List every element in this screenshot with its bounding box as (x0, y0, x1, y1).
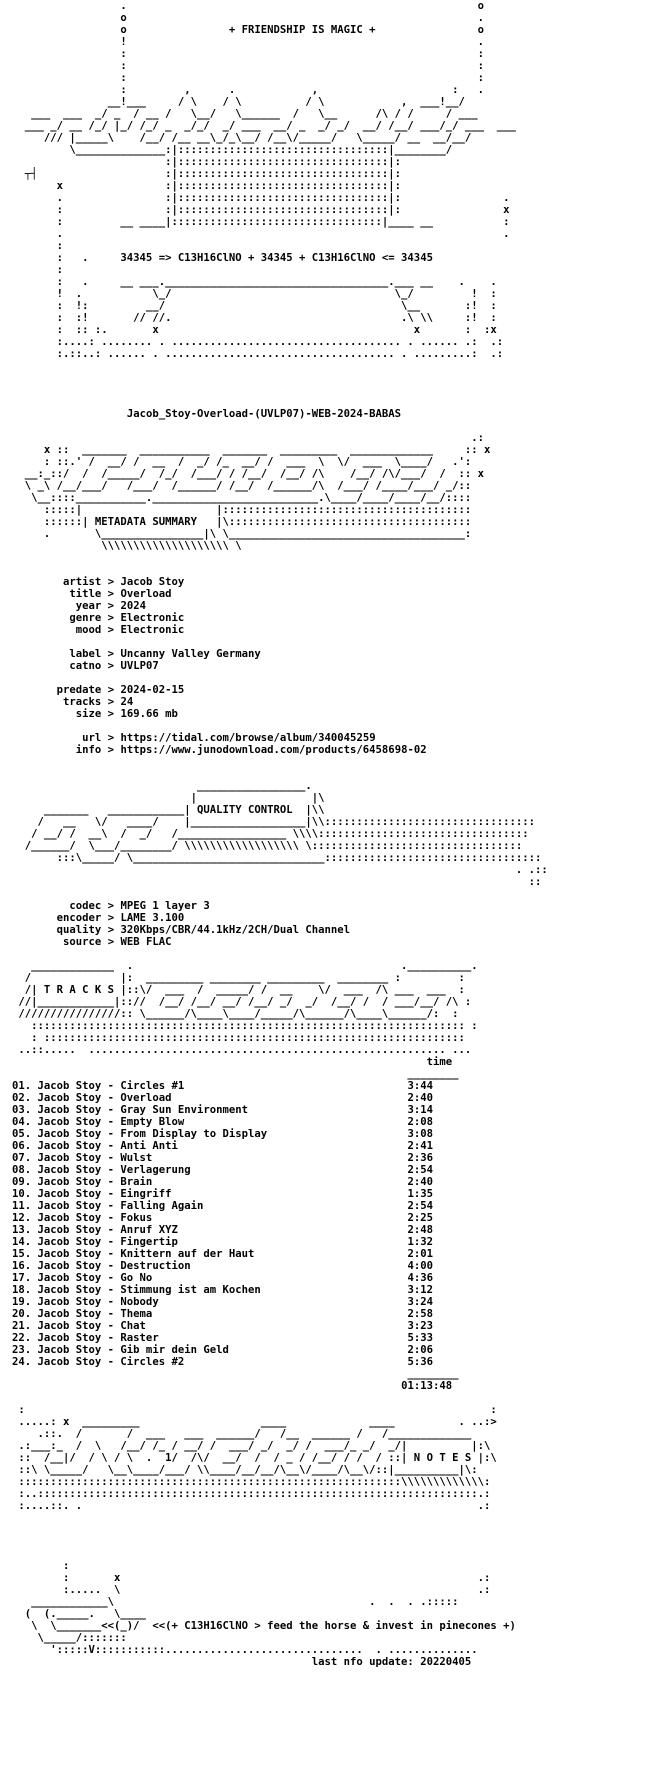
header-art-line: o + FRIENDSHIP IS MAGIC + o (12, 24, 484, 36)
footer-art-line: ':::::V:::::::::::............................... . .............. (12, 1644, 478, 1656)
header-art-line: :....: ........ . .................................... . ...... .: .: (12, 336, 504, 348)
track-time: 3:08 (407, 1128, 433, 1140)
track-row (12, 1200, 648, 1212)
track-row (12, 1188, 648, 1200)
track-row (12, 1080, 648, 1092)
track-time: 2:40 (407, 1092, 433, 1104)
track-title: 18. Jacob Stoy - Stimmung ist am Kochen (12, 1284, 261, 1296)
track-row (12, 1296, 648, 1308)
tracks-banner (12, 960, 648, 1056)
quality-key-encoder: encoder (56, 912, 102, 924)
meta-key-predate: predate (56, 684, 102, 696)
track-title: 14. Jacob Stoy - Fingertip (12, 1236, 178, 1248)
notes-banner (12, 1404, 648, 1512)
metadata-art-line: . \________________|\ \_____________________________________: (12, 528, 472, 540)
track-time: 4:36 (407, 1272, 433, 1284)
meta-key-artist: artist (63, 576, 102, 588)
tracks-art-line: /| T R A C K S |::\/ ___ / _____/ / __ \/ ___ /\ ___ ___ : (12, 984, 465, 996)
quality-codec: MPEG 1 layer 3 (120, 900, 210, 912)
track-row (12, 1332, 648, 1344)
header-art-line: : __ ____|:::::::::::::::::::::::::::::::::|____ __ : (12, 216, 510, 228)
track-row (12, 1152, 648, 1164)
track-row (12, 1248, 648, 1260)
quality-art-line: :: (12, 876, 542, 888)
tracklist-time-header: time (426, 1056, 453, 1068)
quality-quality: 320Kbps/CBR/44.1kHz/2CH/Dual Channel (120, 924, 351, 936)
notes-art-line: :....::. . .: (12, 1500, 491, 1512)
track-title: 20. Jacob Stoy - Thema (12, 1308, 153, 1320)
meta-key-label: label (69, 648, 102, 660)
metadata-art-line: __:_::/ / /_____/ /_/ /___/ / /__/ /__/ /\ /__/ /\/___/ / :: x (12, 468, 484, 480)
metadata-art-line: \ _\ /__/___/ /___/ /______/ /__/ /______/\ /___/ /____/___/ _/:: (12, 480, 472, 492)
track-title: 22. Jacob Stoy - Raster (12, 1332, 159, 1344)
meta-info: https://www.junodownload.com/products/6458698-02 (120, 744, 427, 756)
meta-label: Uncanny Valley Germany (120, 648, 261, 660)
track-title: 17. Jacob Stoy - Go No (12, 1272, 153, 1284)
metadata-summary-banner (12, 432, 648, 552)
header-art-line: \______________:|:::::::::::::::::::::::::::::::::|________/ (12, 144, 453, 156)
tracklist (12, 1080, 648, 1368)
tracks-art-line: ..::..... ........................................................ ... (12, 1044, 472, 1056)
tracks-art-line: :::::::::::::::::::::::::::::::::::::::::::::::::::::::::::::::::::: : (12, 1020, 478, 1032)
meta-key-catno: catno (69, 660, 102, 672)
header-art-line: ___ _/ __ /_/ |_/ /_/ _ _/_/ _/ ___ __/ _ _/ _/ __/ /__/ ___/_/ ___ ___ (12, 120, 516, 132)
footer-art-line: :..... \ .: (12, 1584, 491, 1596)
header-art-line: ___ ___ _/ _ / __ / \__/ \______ / \__ /\ / / / ___ (12, 108, 478, 120)
notes-art-line: ::\ \_____/ \__\____/___/ \\____/__/__/\__\/____/\__\/::|__________|\: (12, 1464, 478, 1476)
track-row (12, 1272, 648, 1284)
header-art-line: : , . , : . (12, 84, 484, 96)
header-art-line: . :|:::::::::::::::::::::::::::::::::|: . (12, 192, 510, 204)
metadata-art-line: : ::.' / __/ / __ / _/ /_ __/ / ___ \ \/ ___ \____/ .': (12, 456, 472, 468)
metadata-art-line: \\\\\\\\\\\\\\\\\\\\ \ (12, 540, 242, 552)
track-row (12, 1308, 648, 1320)
track-time: 4:00 (407, 1260, 433, 1272)
meta-year: 2024 (120, 600, 146, 612)
track-row (12, 1140, 648, 1152)
track-row (12, 1236, 648, 1248)
notes-art-line: : : (12, 1404, 497, 1416)
quality-source: WEB FLAC (120, 936, 172, 948)
track-time: 2:25 (407, 1212, 433, 1224)
header-art-line: : (12, 240, 64, 252)
quality-art-line: _________________. (12, 780, 312, 792)
quality-key-quality: quality (56, 924, 102, 936)
header-art-line: : :|:::::::::::::::::::::::::::::::::|: x (12, 204, 510, 216)
track-time: 2:41 (407, 1140, 433, 1152)
header-art-line: ! . \_/ \_/ ! : (12, 288, 497, 300)
track-row (12, 1224, 648, 1236)
meta-key-genre: genre (69, 612, 102, 624)
track-row (12, 1356, 648, 1368)
track-title: 02. Jacob Stoy - Overload (12, 1092, 172, 1104)
track-time: 1:35 (407, 1188, 433, 1200)
meta-key-url: url (82, 732, 102, 744)
track-time: 2:01 (407, 1248, 433, 1260)
track-time: 3:24 (407, 1296, 433, 1308)
track-title: 19. Jacob Stoy - Nobody (12, 1296, 159, 1308)
track-time: 3:14 (407, 1104, 433, 1116)
meta-key-mood: mood (75, 624, 102, 636)
notes-art-line: .::. / / ___ ___ ______/ /__ ______ / /_____________ (12, 1428, 472, 1440)
header-art-line: : !: __/ \__ :! : (12, 300, 497, 312)
track-row (12, 1092, 648, 1104)
track-time: 5:36 (407, 1356, 433, 1368)
meta-predate: 2024-02-15 (120, 684, 185, 696)
meta-genre: Electronic (120, 612, 185, 624)
meta-key-tracks: tracks (63, 696, 102, 708)
notes-art-line: ::::::::::::::::::::::::::::::::::::::::::::::::::::::::::::\\\\\\\\\\\\\: (12, 1476, 491, 1488)
track-title: 04. Jacob Stoy - Empty Blow (12, 1116, 185, 1128)
header-art-line: : (12, 264, 64, 276)
track-title: 12. Jacob Stoy - Fokus (12, 1212, 153, 1224)
track-time: 2:36 (407, 1152, 433, 1164)
track-title: 03. Jacob Stoy - Gray Sun Environment (12, 1104, 248, 1116)
footer-art-line: : (12, 1560, 70, 1572)
meta-size: 169.66 mb (120, 708, 178, 720)
track-row (12, 1260, 648, 1272)
header-art-line: . o (12, 0, 484, 12)
header-art-line: . . (12, 228, 510, 240)
header-art-line: : : (12, 60, 484, 72)
track-title: 16. Jacob Stoy - Destruction (12, 1260, 191, 1272)
tracklist-total-time: 01:13:48 (401, 1380, 453, 1392)
header-art-line: ! . (12, 36, 484, 48)
quality-art-line: . .:: (12, 864, 548, 876)
track-time: 2:06 (407, 1344, 433, 1356)
meta-key-info: info (75, 744, 102, 756)
track-time: 2:40 (407, 1176, 433, 1188)
tracks-art-line: _____________ . .__________. (12, 960, 478, 972)
quality-encoder: LAME 3.100 (120, 912, 185, 924)
track-title: 06. Jacob Stoy - Anti Anti (12, 1140, 178, 1152)
header-art-line: : :! // //. .\ \\ :! : (12, 312, 497, 324)
header-art-line: :.::..: ...... . .................................... . .........: .: (12, 348, 504, 360)
track-time: 3:44 (407, 1080, 433, 1092)
tracks-art-line: / |: _________ ________ _________ ________ : : (12, 972, 465, 984)
track-title: 07. Jacob Stoy - Wulst (12, 1152, 153, 1164)
track-title: 10. Jacob Stoy - Eingriff (12, 1188, 172, 1200)
header-art-line: : : (12, 72, 484, 84)
meta-title: Overload (120, 588, 172, 600)
track-title: 15. Jacob Stoy - Knittern auf der Haut (12, 1248, 255, 1260)
footer-art-line: \_____/::::::: (12, 1632, 127, 1644)
quality-control-banner (12, 780, 648, 888)
track-title: 11. Jacob Stoy - Falling Again (12, 1200, 204, 1212)
footer-art-line: : x .: (12, 1572, 491, 1584)
header-art-line: : . 34345 => C13H16ClNO + 34345 + C13H16ClNO <= 34345 (12, 252, 433, 264)
footer-art-line: ( (._____. \____ (12, 1608, 146, 1620)
track-row (12, 1344, 648, 1356)
header-art-line: __!___ / \ / \ / \ , ___!__/ (12, 96, 465, 108)
footer-ascii-art (12, 1560, 648, 1656)
track-title: 08. Jacob Stoy - Verlagerung (12, 1164, 191, 1176)
quality-art-line: / __ \/ ____/ |__________________|\\::::::::::::::::::::::::::::::::: (12, 816, 535, 828)
track-row (12, 1104, 648, 1116)
notes-art-line: :..:::::::::::::::::::::::::::::::::::::::::::::::::::::::::::::::::::::.: (12, 1488, 491, 1500)
quality-art-line: _______ ____________| QUALITY CONTROL |\\ (12, 804, 325, 816)
meta-key-year: year (75, 600, 102, 612)
track-title: 01. Jacob Stoy - Circles #1 (12, 1080, 185, 1092)
notes-art-line: .....: x _________ ____ ____ . ..:> (12, 1416, 497, 1428)
header-art-line: x :|:::::::::::::::::::::::::::::::::|: (12, 180, 402, 192)
meta-url: https://tidal.com/browse/album/340045259 (120, 732, 376, 744)
header-art-line: : : (12, 48, 484, 60)
notes-art-line: .:___:_ / \ /__/ /_ / __/ / ___/ _/ _/ / ___/_ _/ _/| |:\ (12, 1440, 491, 1452)
track-title: 23. Jacob Stoy - Gib mir dein Geld (12, 1344, 229, 1356)
metadata-art-line: \__::::___________.__________________________.\____/____/____/__/:::: (12, 492, 472, 504)
track-title: 21. Jacob Stoy - Chat (12, 1320, 146, 1332)
track-title: 05. Jacob Stoy - From Display to Display (12, 1128, 268, 1140)
track-time: 2:48 (407, 1224, 433, 1236)
track-row (12, 1284, 648, 1296)
track-title: 09. Jacob Stoy - Brain (12, 1176, 153, 1188)
quality-key-codec: codec (69, 900, 102, 912)
header-art-line: o . (12, 12, 484, 24)
track-row (12, 1116, 648, 1128)
quality-art-line: / __/ / __\ / _/ /_________________ \\\\::::::::::::::::::::::::::::::::: (12, 828, 529, 840)
quality-art-line: :::\_____/ \______________________________:::::::::::::::::::::::::::::::::: (12, 852, 542, 864)
quality-art-line: | |\ (12, 792, 325, 804)
track-time: 2:54 (407, 1164, 433, 1176)
meta-artist: Jacob Stoy (120, 576, 185, 588)
track-title: 13. Jacob Stoy - Anruf XYZ (12, 1224, 178, 1236)
meta-key-title: title (69, 588, 102, 600)
metadata-art-line: ::::::| METADATA SUMMARY |\:::::::::::::::::::::::::::::::::::::: (12, 516, 472, 528)
meta-catno: UVLP07 (120, 660, 159, 672)
header-art-line: : :: :. x x : :x (12, 324, 497, 336)
track-time: 3:12 (407, 1284, 433, 1296)
header-ascii-art (12, 0, 648, 360)
nfo-document: . o o . o + FRIENDSHIP IS MAGIC + o ! . : : : : : : : , . , : . __!___ / \ / \ / \ , ___!__/ ___ ___ _/ _ / __ / \__/ \______ / \__ /\ / / / ___ ___ _/ __ /_/ |_/ /_/ _ _/_/ _/ ___ __/ _ _/ _/ __/ /__/ ___/_/ ___ ___ /// |_____\ /__/ /__ __\_/_\__/ /__\/_____/ \_____/ __ __/__/ \______________:|:::::::::::::::::::::::::::::::::|________/ :|:::::::::::::::::::::::::::::::::|: ┬┤ :|:::::::::::::::::::::::::::::::::|: x :|:::::::::::::::::::::::::::::::::|: . :|:::::::::::::::::::::::::::::::::|: . : :|:::::::::::::::::::::::::::::::::|: x : __ ____|:::::::::::::::::::::::::::::::::|____ __ : . . : : . 34345 => C13H16ClNO + 34345 + C13H16ClNO <= 34345 : : . __ ___.___________________________________.___ __ . . ! . \_/ \_/ ! : : !: __/ \__ :! : : :! // //. .\ \\ :! : : :: :. x x : :x :....: ........ . .................................... . ...... .: .: :.::..: ...... . .................................... . .........: .: Jacob_Stoy-Overload-(UVLP07)-WEB-2024-BABAS .: x :: _______ ___________ _______ _________ _____________ :: x : ::.' / __/ / __ / _/ /_ __/ / ___ \ \/ ___ \____/ .': __:_::/ / /_____/ /_/ /___/ / /__/ /__/ /\ /__/ /\/___/ / :: x \ _\ /__/___/ /___/ /______/ /__/ /______/\ /___/ /____/___/ _/:: \__::::___________.__________________________.\____/____/____/__/:::: :::::| |::::::::::::::::::::::::::::::::::::::: ::::::| METADATA SUMMARY |\:::::::::::::::::::::::::::::::::::::: . \________________|\ \_____________________________________: \\\\\\\\\\\\\\\\\\\\ \ artist > Jacob Stoy title > Overload year > 2024 genre > Electronic mood > Electronic label > Uncanny Valley Germany catno > UVLP07 predate > 2024-02-15 tracks > 24 size > 169.66 mb url > https://tidal.com/browse/album/340045259 info > https://www.junodownload.com/products/6458698-02 _________________. | |\ _______ ____________| QUALITY CONTROL |\\ / __ \/ ____/ |__________________|\\::::::::::::::::::::::::::::::::: / __/ / __\ / _/ /_________________ \\\\::::::::::::::::::::::::::::::::: /______/ \___/________/ \\\\\\\\\\\\\\\\\\ \::::::::::::::::::::::::::::::::: :::\_____/ \______________________________:::::::::::::::::::::::::::::::::: . .:: :: codec > MPEG 1 layer 3 encoder > LAME 3.100 quality > 320Kbps/CBR/44.1kHz/2CH/Dual Channel source > WEB FLAC _____________ . .__________. / |: _________ ________ _________ ________ : : /| T R A C K S |::\/ ___ / _____/ / __ \/ ___ /\ ___ ___ : //|____________|::// /__/ /__/ __/ /__/ _/ _/ /__/ / / ___/__/ /\ : ////////////////:: \______/\____\____/_____/\______/\____\______/: : :::::::::::::::::::::::::::::::::::::::::::::::::::::::::::::::::::: : : :::::::::::::::::::::::::::::::::::::::::::::::::::::::::::::::::: ..::..... ........................................................ ... time ________ 01. Jacob Stoy - Circles #1 3:44 02. Jacob Stoy - Overload 2:40 03. Jacob Stoy - Gray Sun Environment 3:14 04. Jacob Stoy - Empty Blow 2:08 05. Jacob Stoy - From Display to Display 3:08 06. Jacob Stoy - Anti Anti 2:41 07. Jacob Stoy - Wulst 2:36 08. Jacob Stoy - Verlagerung 2:54 09. Jacob Stoy - Brain 2:40 10. Jacob Stoy - Eingriff 1:35 11. Jacob Stoy - Falling Again 2:54 12. Jacob Stoy - Fokus 2:25 13. Jacob Stoy - Anruf XYZ 2:48 14. Jacob Stoy - Fingertip 1:32 15. Jacob Stoy - Knittern auf der Haut 2:01 16. Jacob Stoy - Destruction 4:00 17. Jacob Stoy - Go No 4:36 18. Jacob Stoy - Stimmung ist am Kochen 3:12 19. Jacob Stoy - Nobody 3:24 20. Jacob Stoy - Thema 2:58 21. Jacob Stoy - Chat 3:23 22. Jacob Stoy - Raster 5:33 23. Jacob Stoy - Gib mir dein Geld 2:06 24. Jacob Stoy - Circles #2 5:36 ________ 01:13:48 : : .....: x _________ ____ ____ . ..:> .::. / / ___ ___ ______/ /__ ______ / /_____________ .:___:_ / \ /__/ /_ / __/ / ___/ _/ _/ / ___/_ _/ _/| |:\ :: /__|/ / \ / \ . 1/ /\/ __/ / / _ / /__/ / / / ::| N O T E S |:\ ::\ \_____/ \__\____/___/ \\____/__/__/\__\/____/\__\/::|__________|\: ::::::::::::::::::::::::::::::::::::::::::::::::::::::::::::\\\\\\\\\\\\\: :..:::::::::::::::::::::::::::::::::::::::::::::::::::::::::::::::::::::.: :....::. . .: : : x .: :..... \ .: ____________\ . . . .::::: ( (._____. \____ \ \_______<<(_)/ <<(+ C13H16ClNO > feed the horse & invest in pinecones +) \_____/::::::: ':::::V:::::::::::............................... . .............. last nfo update: 20220405 (0, 0, 648, 1668)
track-time: 2:54 (407, 1200, 433, 1212)
footer-art-line: \ \_______<<(_)/ <<(+ C13H16ClNO > feed the horse & invest in pinecones +) (12, 1620, 516, 1632)
header-art-line: : . __ ___.___________________________________.___ __ . . (12, 276, 497, 288)
metadata-art-line: x :: _______ ___________ _______ _________ _____________ :: x (12, 444, 491, 456)
tracks-art-line: //|____________|::// /__/ /__/ __/ /__/ _/ _/ /__/ / / ___/__/ /\ : (12, 996, 472, 1008)
header-art-line: /// |_____\ /__/ /__ __\_/_\__/ /__\/_____/ \_____/ __ __/__/ (12, 132, 472, 144)
meta-tracks: 24 (120, 696, 134, 708)
release-name: Jacob_Stoy-Overload-(UVLP07)-WEB-2024-BABAS (126, 408, 402, 420)
quality-art-line: /______/ \___/________/ \\\\\\\\\\\\\\\\\\ \::::::::::::::::::::::::::::::::: (12, 840, 523, 852)
track-row (12, 1128, 648, 1140)
track-title: 24. Jacob Stoy - Circles #2 (12, 1356, 185, 1368)
track-time: 2:58 (407, 1308, 433, 1320)
header-art-line: ┬┤ :|:::::::::::::::::::::::::::::::::|: (12, 168, 402, 180)
track-time: 2:08 (407, 1116, 433, 1128)
notes-art-line: :: /__|/ / \ / \ . 1/ /\/ __/ / / _ / /__/ / / / ::| N O T E S |:\ (12, 1452, 497, 1464)
track-time: 1:32 (407, 1236, 433, 1248)
track-time: 5:33 (407, 1332, 433, 1344)
tracks-art-line: : :::::::::::::::::::::::::::::::::::::::::::::::::::::::::::::::::: (12, 1032, 472, 1044)
metadata-art-line: .: (12, 432, 484, 444)
header-art-line: :|:::::::::::::::::::::::::::::::::|: (12, 156, 402, 168)
last-update-line: last nfo update: 20220405 (311, 1656, 472, 1668)
tracks-art-line: ////////////////:: \______/\____\____/_____/\______/\____\______/: : (12, 1008, 459, 1020)
track-row (12, 1320, 648, 1332)
meta-key-size: size (75, 708, 102, 720)
meta-mood: Electronic (120, 624, 185, 636)
track-row (12, 1212, 648, 1224)
track-time: 3:23 (407, 1320, 433, 1332)
track-row (12, 1176, 648, 1188)
metadata-art-line: :::::| |::::::::::::::::::::::::::::::::::::::: (12, 504, 472, 516)
quality-key-source: source (63, 936, 102, 948)
footer-art-line: ____________\ . . . .::::: (12, 1596, 459, 1608)
track-row (12, 1164, 648, 1176)
